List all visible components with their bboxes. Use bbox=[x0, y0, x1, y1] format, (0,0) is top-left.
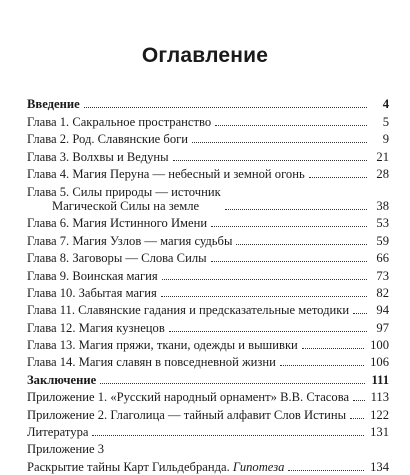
toc-entry-text: Глава 9. Воинская магия bbox=[27, 268, 158, 283]
toc-entry-title bbox=[27, 390, 349, 404]
dot-leader bbox=[169, 330, 367, 332]
toc-entry-italic: Гипотеза bbox=[232, 459, 285, 474]
toc-entry-text: Глава 11. Славянские гадания и предсказательные методики bbox=[27, 303, 350, 318]
toc-entry-text: Глава 12. Магия кузнецов bbox=[27, 320, 165, 335]
toc-entry bbox=[27, 213, 389, 230]
toc-entry-title bbox=[27, 269, 158, 283]
toc-list bbox=[27, 94, 389, 474]
toc-entry bbox=[27, 300, 389, 317]
toc-entry-page-number: 59 bbox=[376, 233, 389, 248]
toc-entry bbox=[27, 248, 389, 265]
toc-entry-title bbox=[27, 355, 276, 369]
toc-entry-page-number: 106 bbox=[370, 355, 389, 370]
dot-leader bbox=[215, 124, 367, 126]
toc-entry-page-number: 66 bbox=[376, 251, 389, 266]
toc-entry-page-number: 28 bbox=[376, 166, 389, 181]
toc-entry-text: Литература bbox=[27, 425, 89, 440]
dot-leader bbox=[236, 243, 367, 245]
toc-entry-page-number: 122 bbox=[370, 407, 389, 422]
toc-entry bbox=[27, 387, 389, 404]
page-title: Оглавление bbox=[141, 44, 269, 67]
dot-leader bbox=[211, 260, 367, 262]
toc-entry-text: Глава 3. Волхвы и Ведуны bbox=[27, 149, 169, 164]
dot-leader bbox=[353, 312, 367, 314]
toc-entry-title bbox=[27, 167, 305, 181]
toc-entry-title bbox=[27, 373, 96, 387]
toc-entry-page-number: 113 bbox=[370, 390, 389, 405]
dot-leader bbox=[108, 452, 367, 453]
toc-entry bbox=[27, 146, 389, 163]
toc-entry bbox=[27, 456, 389, 473]
toc-entry bbox=[27, 94, 389, 111]
toc-entry-title bbox=[27, 115, 211, 129]
toc-entry bbox=[27, 265, 389, 282]
toc-entry-title bbox=[27, 303, 349, 317]
toc-entry-page-number: 82 bbox=[376, 285, 389, 300]
dot-leader bbox=[161, 295, 367, 297]
toc-entry-title bbox=[27, 185, 221, 213]
toc-entry-text-continued: Магической Силы на земле bbox=[52, 198, 200, 213]
toc-entry-page-number: 100 bbox=[370, 338, 389, 353]
toc-entry-text: Глава 14. Магия славян в повседневной жизни bbox=[27, 355, 276, 370]
dot-leader bbox=[84, 106, 367, 108]
toc-entry-title bbox=[27, 408, 346, 422]
toc-entry-title bbox=[27, 460, 284, 474]
dot-leader bbox=[192, 141, 367, 143]
toc-entry bbox=[27, 369, 389, 386]
dot-leader bbox=[162, 278, 367, 280]
toc-entry bbox=[27, 404, 389, 421]
toc-entry-text: Глава 5. Силы природы — источник bbox=[27, 184, 221, 199]
dot-leader bbox=[302, 347, 364, 349]
toc-entry-text: Глава 4. Магия Перуна — небесный и земной огонь bbox=[27, 166, 305, 181]
toc-entry-page-number: 94 bbox=[376, 303, 389, 318]
toc-entry bbox=[27, 422, 389, 439]
toc-entry-text: Приложение 3 bbox=[27, 442, 105, 457]
dot-leader bbox=[288, 469, 364, 471]
toc-entry-text: Приложение 2. Глаголица — тайный алфавит Слов Истины bbox=[27, 407, 347, 422]
toc-entry-page-number: 4 bbox=[382, 97, 389, 112]
toc-entry-text: Глава 10. Забытая магия bbox=[27, 285, 157, 300]
toc-entry-title bbox=[27, 216, 207, 230]
toc-entry-text: Введение bbox=[27, 97, 80, 112]
toc-entry-page-number: 73 bbox=[376, 268, 389, 283]
dot-leader bbox=[211, 225, 367, 227]
toc-entry bbox=[27, 439, 389, 456]
toc-entry-page-number: 97 bbox=[376, 320, 389, 335]
toc-entry-text: Глава 8. Заговоры — Слова Силы bbox=[27, 251, 207, 266]
toc-entry-title bbox=[27, 442, 104, 456]
toc-entry bbox=[27, 317, 389, 334]
toc-entry bbox=[27, 111, 389, 128]
toc-entry-page-number: 53 bbox=[376, 216, 389, 231]
dot-leader bbox=[350, 417, 364, 419]
dot-leader bbox=[225, 208, 367, 210]
toc-entry bbox=[27, 335, 389, 352]
dot-leader bbox=[100, 382, 365, 384]
toc-entry-text: Глава 7. Магия Узлов — магия судьбы bbox=[27, 233, 233, 248]
toc-entry-title bbox=[27, 286, 157, 300]
toc-entry-title bbox=[27, 425, 88, 439]
toc-entry bbox=[27, 129, 389, 146]
toc-entry-title bbox=[27, 234, 232, 248]
dot-leader bbox=[173, 159, 367, 161]
toc-entry bbox=[27, 164, 389, 181]
toc-entry-text: Раскрытие тайны Карт Гильдебранда. bbox=[27, 459, 233, 474]
toc-entry-title bbox=[27, 338, 298, 352]
toc-entry bbox=[27, 230, 389, 247]
dot-leader bbox=[309, 176, 367, 178]
toc-entry bbox=[27, 181, 389, 213]
toc-entry-text: Глава 13. Магия пряжи, ткани, одежды и вышивки bbox=[27, 338, 298, 353]
toc-entry-page-number: 38 bbox=[376, 198, 389, 213]
dot-leader bbox=[353, 399, 364, 401]
toc-entry-text: Глава 1. Сакральное пространство bbox=[27, 114, 212, 129]
toc-entry-page-number: 131 bbox=[370, 425, 389, 440]
toc-entry-title bbox=[27, 251, 207, 265]
toc-entry-title bbox=[27, 97, 80, 111]
toc-entry-page-number: 21 bbox=[376, 149, 389, 164]
toc-entry-page-number: 5 bbox=[382, 114, 389, 129]
toc-entry-text: Приложение 1. «Русский народный орнамент» В.В. Стасова bbox=[27, 390, 350, 405]
dot-leader bbox=[92, 434, 364, 436]
toc-entry-text: Глава 2. Род. Славянские боги bbox=[27, 132, 189, 147]
toc-entry-text: Заключение bbox=[27, 372, 97, 387]
toc-entry-title bbox=[27, 321, 165, 335]
toc-entry-page-number: 9 bbox=[382, 132, 389, 147]
toc-entry-title bbox=[27, 132, 188, 146]
toc-entry-page-number: 111 bbox=[371, 372, 389, 387]
toc-entry bbox=[27, 283, 389, 300]
toc-entry-page-number: 134 bbox=[370, 459, 389, 474]
toc-entry-title bbox=[27, 150, 169, 164]
dot-leader bbox=[280, 364, 364, 366]
toc-entry bbox=[27, 352, 389, 369]
toc-entry-text: Глава 6. Магия Истинного Имени bbox=[27, 216, 208, 231]
